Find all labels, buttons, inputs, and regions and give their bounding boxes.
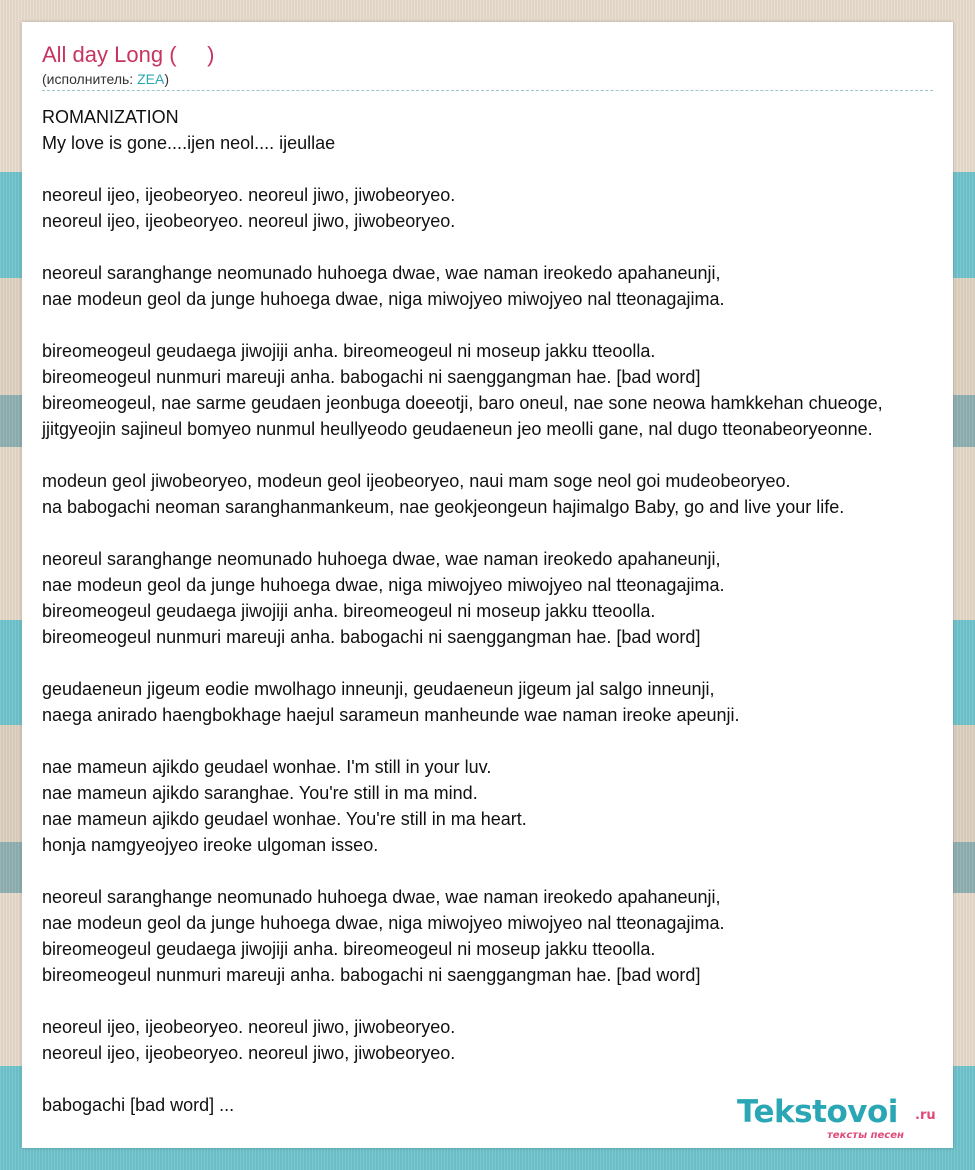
song-title: All day Long ( ) bbox=[42, 42, 215, 67]
lyric-line: bireomeogeul geudaega jiwojiji anha. bireomeogeul ni moseup jakku tteoolla. bbox=[42, 341, 656, 361]
logo-tagline: тексты песен bbox=[827, 1130, 904, 1141]
lyric-blank-line bbox=[42, 1066, 883, 1092]
lyric-line: neoreul saranghange neomunado huhoega dwae, wae naman ireokedo apahaneunji, bbox=[42, 549, 721, 569]
lyric-blank-line bbox=[42, 988, 883, 1014]
artist-link[interactable]: ZEA bbox=[137, 71, 165, 87]
lyric-line: nae modeun geol da junge huhoega dwae, niga miwojyeo miwojyeo nal tteonagajima. bbox=[42, 913, 725, 933]
lyrics-card bbox=[22, 22, 953, 1148]
site-logo[interactable] bbox=[737, 1094, 947, 1146]
lyric-blank-line bbox=[42, 234, 883, 260]
lyric-line: neoreul ijeo, ijeobeoryeo. neoreul jiwo, jiwobeoryeo. bbox=[42, 211, 456, 231]
lyric-line: nae mameun ajikdo saranghae. You're still in ma mind. bbox=[42, 783, 478, 803]
logo-tld: .ru bbox=[915, 1108, 936, 1123]
lyric-blank-line bbox=[42, 312, 883, 338]
lyric-line: neoreul ijeo, ijeobeoryeo. neoreul jiwo, jiwobeoryeo. bbox=[42, 185, 456, 205]
lyric-blank-line bbox=[42, 858, 883, 884]
lyric-line: bireomeogeul nunmuri mareuji anha. babogachi ni saenggangman hae. [bad word] bbox=[42, 367, 701, 387]
lyric-line: nae mameun ajikdo geudael wonhae. I'm still in your luv. bbox=[42, 757, 492, 777]
lyric-line: naega anirado haengbokhage haejul sarameun manheunde wae naman ireoke apeunji. bbox=[42, 705, 740, 725]
lyric-line: honja namgyeojyeo ireoke ulgoman isseo. bbox=[42, 835, 379, 855]
lyric-line: ROMANIZATION bbox=[42, 107, 179, 127]
lyric-line: nae mameun ajikdo geudael wonhae. You're still in ma heart. bbox=[42, 809, 527, 829]
lyric-blank-line bbox=[42, 520, 883, 546]
lyric-line: na babogachi neoman saranghanmankeum, nae geokjeongeun hajimalgo Baby, go and live your life. bbox=[42, 497, 845, 517]
lyric-line: bireomeogeul nunmuri mareuji anha. babogachi ni saenggangman hae. [bad word] bbox=[42, 965, 701, 985]
lyric-line: bireomeogeul nunmuri mareuji anha. babogachi ni saenggangman hae. [bad word] bbox=[42, 627, 701, 647]
lyric-line: bireomeogeul geudaega jiwojiji anha. bireomeogeul ni moseup jakku tteoolla. bbox=[42, 601, 656, 621]
lyric-blank-line bbox=[42, 442, 883, 468]
lyric-line: babogachi [bad word] ... bbox=[42, 1095, 235, 1115]
lyric-line: bireomeogeul geudaega jiwojiji anha. bireomeogeul ni moseup jakku tteoolla. bbox=[42, 939, 656, 959]
lyric-line: modeun geol jiwobeoryeo, modeun geol ijeobeoryeo, naui mam soge neol goi mudeobeoryeo. bbox=[42, 471, 791, 491]
lyric-line: neoreul saranghange neomunado huhoega dwae, wae naman ireokedo apahaneunji, bbox=[42, 263, 721, 283]
lyric-line: neoreul ijeo, ijeobeoryeo. neoreul jiwo, jiwobeoryeo. bbox=[42, 1043, 456, 1063]
artist-prefix: (исполнитель: bbox=[42, 71, 138, 87]
lyric-line: bireomeogeul, nae sarme geudaen jeonbuga doeeotji, baro oneul, nae sone neowa hamkkehan chueoge, bbox=[42, 393, 883, 413]
lyric-line: nae modeun geol da junge huhoega dwae, niga miwojyeo miwojyeo nal tteonagajima. bbox=[42, 289, 725, 309]
lyric-blank-line bbox=[42, 650, 883, 676]
lyric-blank-line bbox=[42, 156, 883, 182]
lyric-line: neoreul saranghange neomunado huhoega dwae, wae naman ireokedo apahaneunji, bbox=[42, 887, 721, 907]
logo-wordmark: Tekstovoi bbox=[737, 1094, 898, 1130]
lyric-blank-line bbox=[42, 728, 883, 754]
lyric-line: geudaeneun jigeum eodie mwolhago inneunji, geudaeneun jigeum jal salgo inneunji, bbox=[42, 679, 715, 699]
lyric-line: My love is gone....ijen neol.... ijeullae bbox=[42, 133, 336, 153]
lyric-line: nae modeun geol da junge huhoega dwae, niga miwojyeo miwojyeo nal tteonagajima. bbox=[42, 575, 725, 595]
lyric-line: neoreul ijeo, ijeobeoryeo. neoreul jiwo, jiwobeoryeo. bbox=[42, 1017, 456, 1037]
artist-line bbox=[42, 70, 933, 88]
song-header bbox=[42, 40, 933, 91]
artist-suffix: ) bbox=[164, 71, 169, 87]
lyric-line: jjitgyeojin sajineul bomyeo nunmul heullyeodo geudaeneun jeo meolli gane, nal dugo tteonabeoryeonne. bbox=[42, 419, 873, 439]
lyrics-text bbox=[42, 104, 883, 1118]
